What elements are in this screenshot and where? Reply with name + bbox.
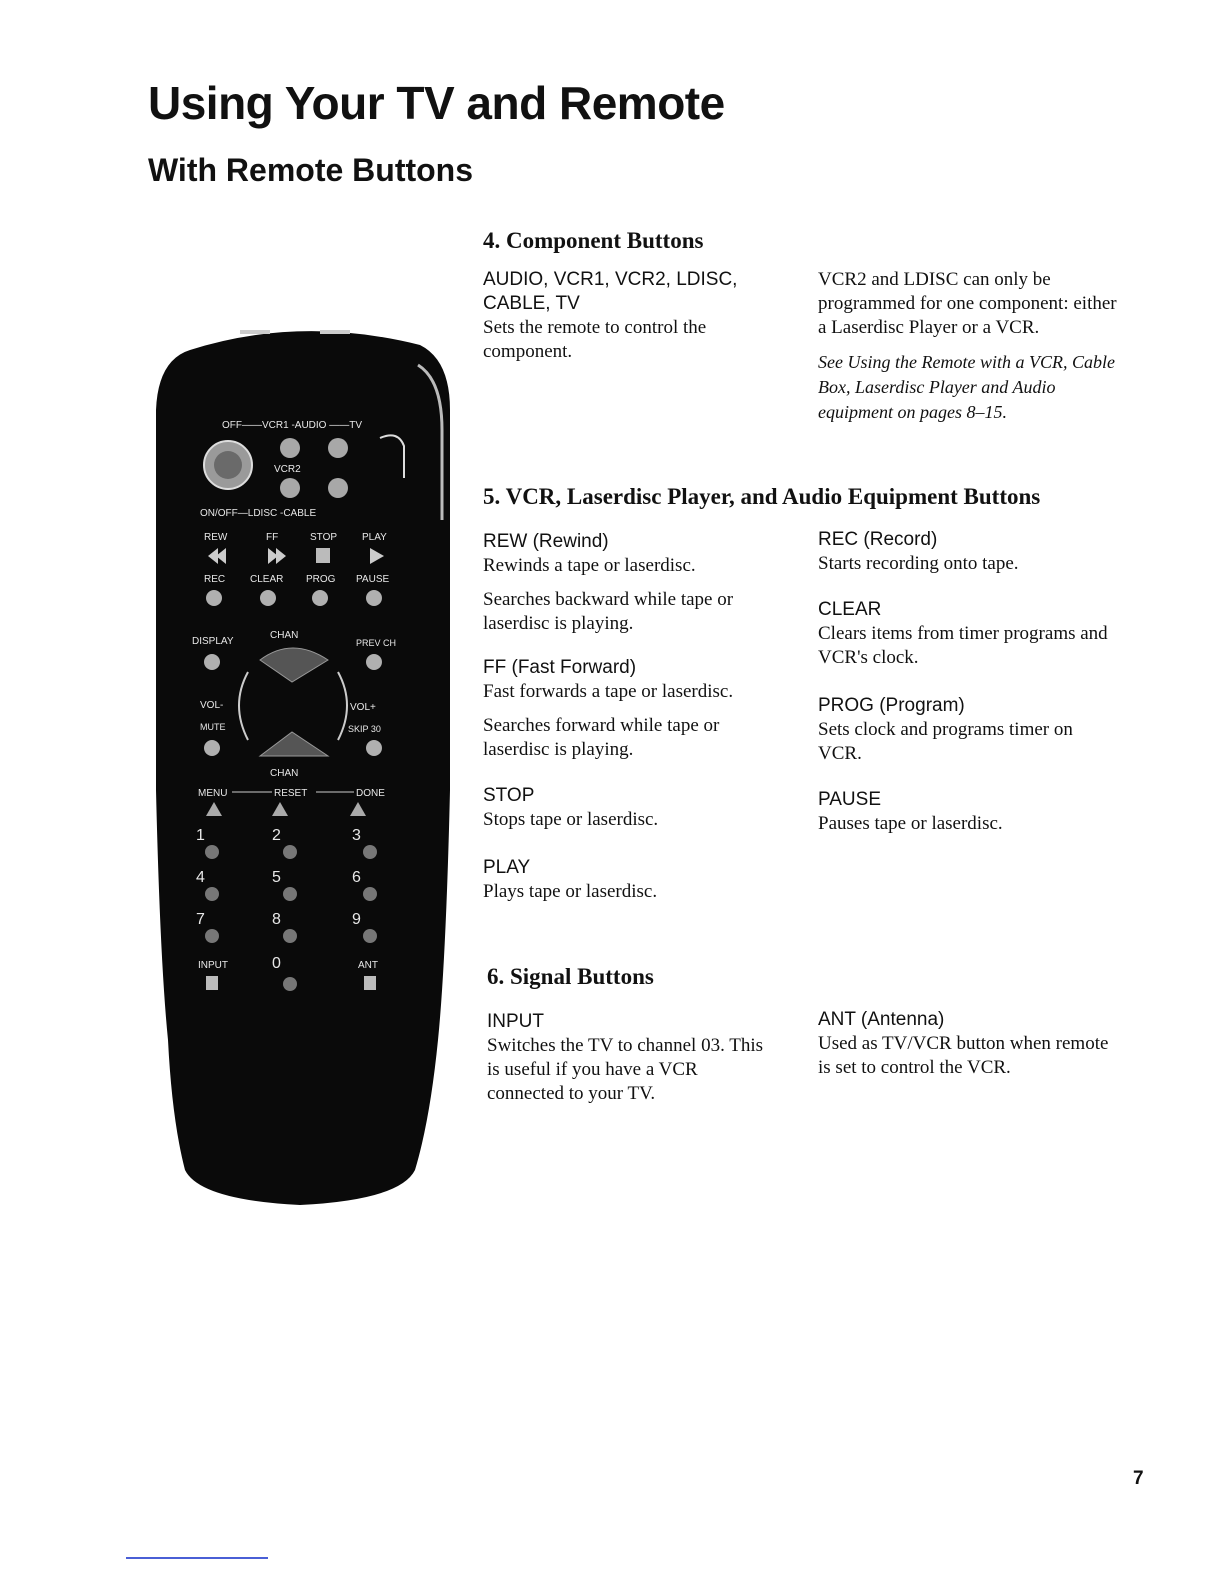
ff-title: FF (Fast Forward) <box>483 657 637 678</box>
page-number: 7 <box>1133 1468 1144 1489</box>
ant-label: ANT <box>358 960 378 971</box>
page-subtitle: With Remote Buttons <box>148 152 474 188</box>
prog-button <box>312 590 328 606</box>
component-buttons-label: AUDIO, VCR1, VCR2, LDISC, CABLE, TV <box>483 269 738 314</box>
mute-label: MUTE <box>200 722 226 732</box>
remote-notch-right <box>320 330 350 334</box>
key-6 <box>363 887 377 901</box>
clear-entry <box>818 598 1118 680</box>
rec-desc: Starts recording onto tape. <box>818 553 1019 574</box>
stop-desc: Stops tape or laserdisc. <box>483 809 659 830</box>
display-label: DISPLAY <box>192 636 234 647</box>
stop-button <box>316 548 330 563</box>
rew-desc1: Rewinds a tape or laserdisc. <box>483 555 696 576</box>
page-title: Using Your TV and Remote <box>148 77 725 129</box>
rew-entry <box>483 530 783 646</box>
ff-desc2: Searches forward while tape or laserdisc is playing. <box>483 715 720 760</box>
ff-label: FF <box>266 532 279 543</box>
play-desc: Plays tape or laserdisc. <box>483 881 658 902</box>
input-entry <box>487 1010 777 1116</box>
component-right-note: See Using the Remote with a VCR, Cable Box, Laserdisc Player and Audio equipment on pages 8–15. <box>818 352 1115 422</box>
key-2 <box>283 845 297 859</box>
component-right-desc: VCR2 and LDISC can only be programmed for one component: either a Laserdisc Player or a VCR. <box>818 269 1117 338</box>
ant-desc: Used as TV/VCR button when remote is set to control the VCR. <box>818 1033 1109 1078</box>
digit-0: 0 <box>272 955 281 972</box>
cable-button <box>328 478 348 498</box>
prev-ch-button <box>366 654 382 670</box>
key-1 <box>205 845 219 859</box>
remote-notch-left <box>240 330 270 334</box>
key-8 <box>283 929 297 943</box>
remote-illustration <box>150 320 460 1220</box>
key-0 <box>283 977 297 991</box>
component-left <box>483 268 783 374</box>
component-heading: 4. Component Buttons <box>483 228 704 253</box>
digit-8: 8 <box>272 911 281 928</box>
component-right <box>818 268 1128 425</box>
rec-button <box>206 590 222 606</box>
menu-label: MENU <box>198 788 228 799</box>
power-button-center <box>214 451 242 479</box>
ldisc-button <box>280 478 300 498</box>
digit-6: 6 <box>352 869 361 886</box>
input-label: INPUT <box>198 960 228 971</box>
component-left-desc: Sets the remote to control the component. <box>483 317 707 362</box>
vol-plus-label: VOL+ <box>350 702 376 713</box>
audio-button <box>328 438 348 458</box>
remote-label-row-bottom: ON/OFF—LDISC -CABLE <box>200 508 317 519</box>
ant-entry <box>818 1008 1118 1090</box>
done-label: DONE <box>356 788 385 799</box>
prev-ch-label: PREV CH <box>356 638 397 648</box>
pause-button <box>366 590 382 606</box>
digit-4: 4 <box>196 869 205 886</box>
skip-label: SKIP 30 <box>348 724 381 734</box>
rec-entry <box>818 528 1118 586</box>
mute-button <box>204 740 220 756</box>
digit-1: 1 <box>196 827 205 844</box>
rew-desc2: Searches backward while tape or laserdisc is playing. <box>483 589 734 634</box>
stop-label: STOP <box>310 532 338 543</box>
footer-rule <box>126 1557 268 1559</box>
clear-button <box>260 590 276 606</box>
pause-title: PAUSE <box>818 789 882 810</box>
remote-body <box>156 331 450 1205</box>
clear-label: CLEAR <box>250 574 284 585</box>
rec-title: REC (Record) <box>818 529 938 550</box>
skip-button <box>366 740 382 756</box>
ant-title: ANT (Antenna) <box>818 1009 945 1030</box>
stop-title: STOP <box>483 785 535 806</box>
play-entry <box>483 856 783 914</box>
clear-title: CLEAR <box>818 599 882 620</box>
play-label: PLAY <box>362 532 387 543</box>
key-9 <box>363 929 377 943</box>
pause-entry <box>818 788 1118 846</box>
display-button <box>204 654 220 670</box>
stop-entry <box>483 784 783 842</box>
vcr-heading: 5. VCR, Laserdisc Player, and Audio Equipment Buttons <box>483 484 1041 509</box>
remote-label-row-top: OFF——VCR1 -AUDIO ——TV <box>222 420 363 431</box>
input-button <box>206 976 218 990</box>
ant-button <box>364 976 376 990</box>
prog-title: PROG (Program) <box>818 695 965 716</box>
vcr1-button <box>280 438 300 458</box>
rew-label: REW <box>204 532 228 543</box>
play-title: PLAY <box>483 857 531 878</box>
remote-svg <box>150 320 460 1220</box>
key-3 <box>363 845 377 859</box>
input-title: INPUT <box>487 1011 544 1032</box>
chan-down-label: CHAN <box>270 768 299 779</box>
prog-label: PROG <box>306 574 336 585</box>
key-4 <box>205 887 219 901</box>
clear-desc: Clears items from timer programs and VCR's clock. <box>818 623 1108 668</box>
remote-label-vcr2: VCR2 <box>274 464 301 475</box>
digit-2: 2 <box>272 827 281 844</box>
rew-title: REW (Rewind) <box>483 531 609 552</box>
pause-desc: Pauses tape or laserdisc. <box>818 813 1003 834</box>
digit-3: 3 <box>352 827 361 844</box>
ff-desc1: Fast forwards a tape or laserdisc. <box>483 681 734 702</box>
prog-entry <box>818 694 1118 776</box>
chan-up-label: CHAN <box>270 630 299 641</box>
key-7 <box>205 929 219 943</box>
digit-9: 9 <box>352 911 361 928</box>
input-desc: Switches the TV to channel 03. This is useful if you have a VCR connected to your TV. <box>487 1035 764 1104</box>
digit-7: 7 <box>196 911 205 928</box>
key-5 <box>283 887 297 901</box>
signal-heading: 6. Signal Buttons <box>487 964 654 989</box>
pause-label: PAUSE <box>356 574 390 585</box>
prog-desc: Sets clock and programs timer on VCR. <box>818 719 1073 764</box>
ff-entry <box>483 656 783 772</box>
digit-5: 5 <box>272 869 281 886</box>
rec-label: REC <box>204 574 226 585</box>
reset-label: RESET <box>274 788 308 799</box>
vol-minus-label: VOL- <box>200 700 224 711</box>
